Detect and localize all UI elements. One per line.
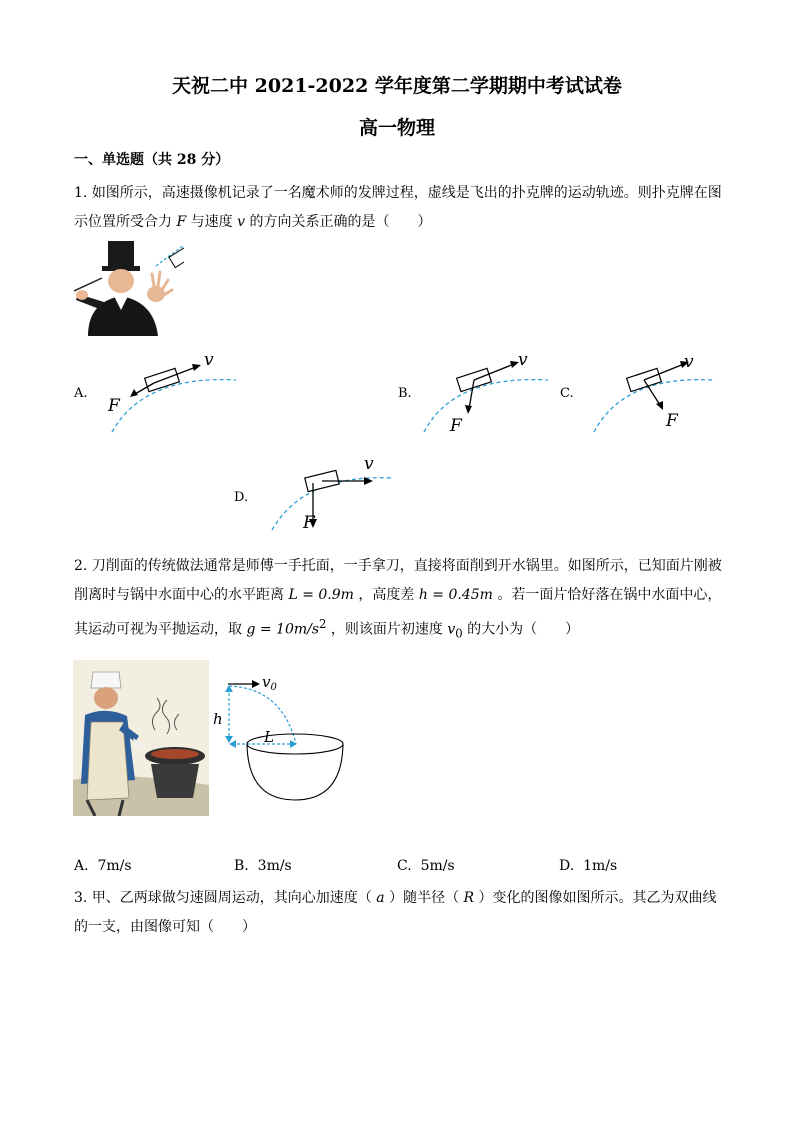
question-text: ，高度差 bbox=[358, 587, 415, 603]
force-label: F bbox=[666, 411, 678, 431]
velocity-variable: v bbox=[237, 214, 245, 230]
initial-velocity-label: $v_0$ bbox=[262, 673, 277, 693]
question-number: 2. bbox=[74, 558, 88, 574]
question-text: 的方向关系正确的是（ ） bbox=[249, 214, 432, 230]
question-text: 如图所示，高速摄像机记录了一名魔术师的发牌过程，虚线是飞出的扑克牌的运动轨迹。则扑克牌在图示位置所受合力 bbox=[74, 185, 722, 230]
question-text: ）变化的图像如图所示。其乙为双曲线的一支，由图像可知（ ） bbox=[74, 890, 717, 935]
section-heading: 一、单选题（共 28 分） bbox=[74, 152, 230, 168]
magician-illustration bbox=[74, 238, 184, 336]
subject-title: 高一物理 bbox=[358, 117, 435, 139]
velocity-label: v bbox=[364, 454, 374, 474]
height-label: h bbox=[213, 710, 223, 728]
acceleration-variable: a bbox=[376, 890, 385, 906]
question-text: 刀削面的传统做法通常是师傅一手托面，一手拿刀，直接将面削到开水锅里。如图所示，已知面片刚被削离时与锅中水面中心的水平距离 bbox=[74, 558, 722, 603]
answer-a[interactable]: A. 7m/s bbox=[74, 858, 132, 874]
force-label: F bbox=[450, 416, 462, 436]
question-number: 1. bbox=[74, 185, 88, 201]
question-text: 。若一面片恰好落在锅中水面中心，其运动可视为平抛运动，取 bbox=[74, 587, 722, 638]
exam-title: 天祝二中 2021-2022 学年度第二学期期中考试试卷 bbox=[172, 75, 622, 97]
question-text: 的大小为（ ） bbox=[467, 621, 580, 638]
option-d-label: D. bbox=[234, 490, 249, 505]
question-text: 与速度 bbox=[190, 214, 233, 230]
radius-variable: R bbox=[463, 890, 475, 906]
question-3 bbox=[74, 884, 722, 942]
question-1 bbox=[74, 179, 722, 237]
option-c-label: C. bbox=[560, 386, 574, 401]
option-b-diagram bbox=[418, 350, 558, 440]
initial-velocity-variable: v bbox=[447, 621, 456, 638]
question-2 bbox=[74, 552, 722, 648]
velocity-label: v bbox=[518, 350, 528, 370]
force-variable: F bbox=[176, 214, 187, 230]
option-a-label: A. bbox=[74, 386, 88, 401]
chef-illustration bbox=[73, 660, 209, 816]
gravity-equation: g = 10m/s bbox=[246, 621, 320, 638]
answer-b[interactable]: B. 3m/s bbox=[234, 858, 292, 874]
velocity-label: v bbox=[204, 350, 214, 370]
distance-label: L bbox=[264, 728, 274, 746]
option-b-label: B. bbox=[398, 386, 412, 401]
velocity-label: v bbox=[684, 352, 694, 372]
initial-velocity-subscript: 0 bbox=[455, 626, 463, 641]
projectile-bowl-diagram bbox=[212, 670, 352, 804]
option-a-diagram bbox=[104, 350, 244, 440]
option-c-diagram bbox=[588, 350, 728, 440]
question-number: 3. bbox=[74, 890, 88, 906]
force-label: F bbox=[303, 513, 315, 533]
question-text: ）随半径（ bbox=[389, 890, 460, 906]
answer-d[interactable]: D. 1m/s bbox=[559, 858, 618, 874]
question-text: 甲、乙两球做匀速圆周运动，其向心加速度（ bbox=[91, 890, 372, 906]
gravity-exponent: 2 bbox=[319, 617, 327, 631]
force-label: F bbox=[108, 396, 120, 416]
answer-c[interactable]: C. 5m/s bbox=[397, 858, 455, 874]
option-d-diagram bbox=[266, 452, 406, 538]
distance-equation: L = 0.9m bbox=[288, 587, 354, 603]
question-text: ，则该面片初速度 bbox=[330, 621, 443, 638]
height-equation: h = 0.45m bbox=[418, 587, 493, 603]
